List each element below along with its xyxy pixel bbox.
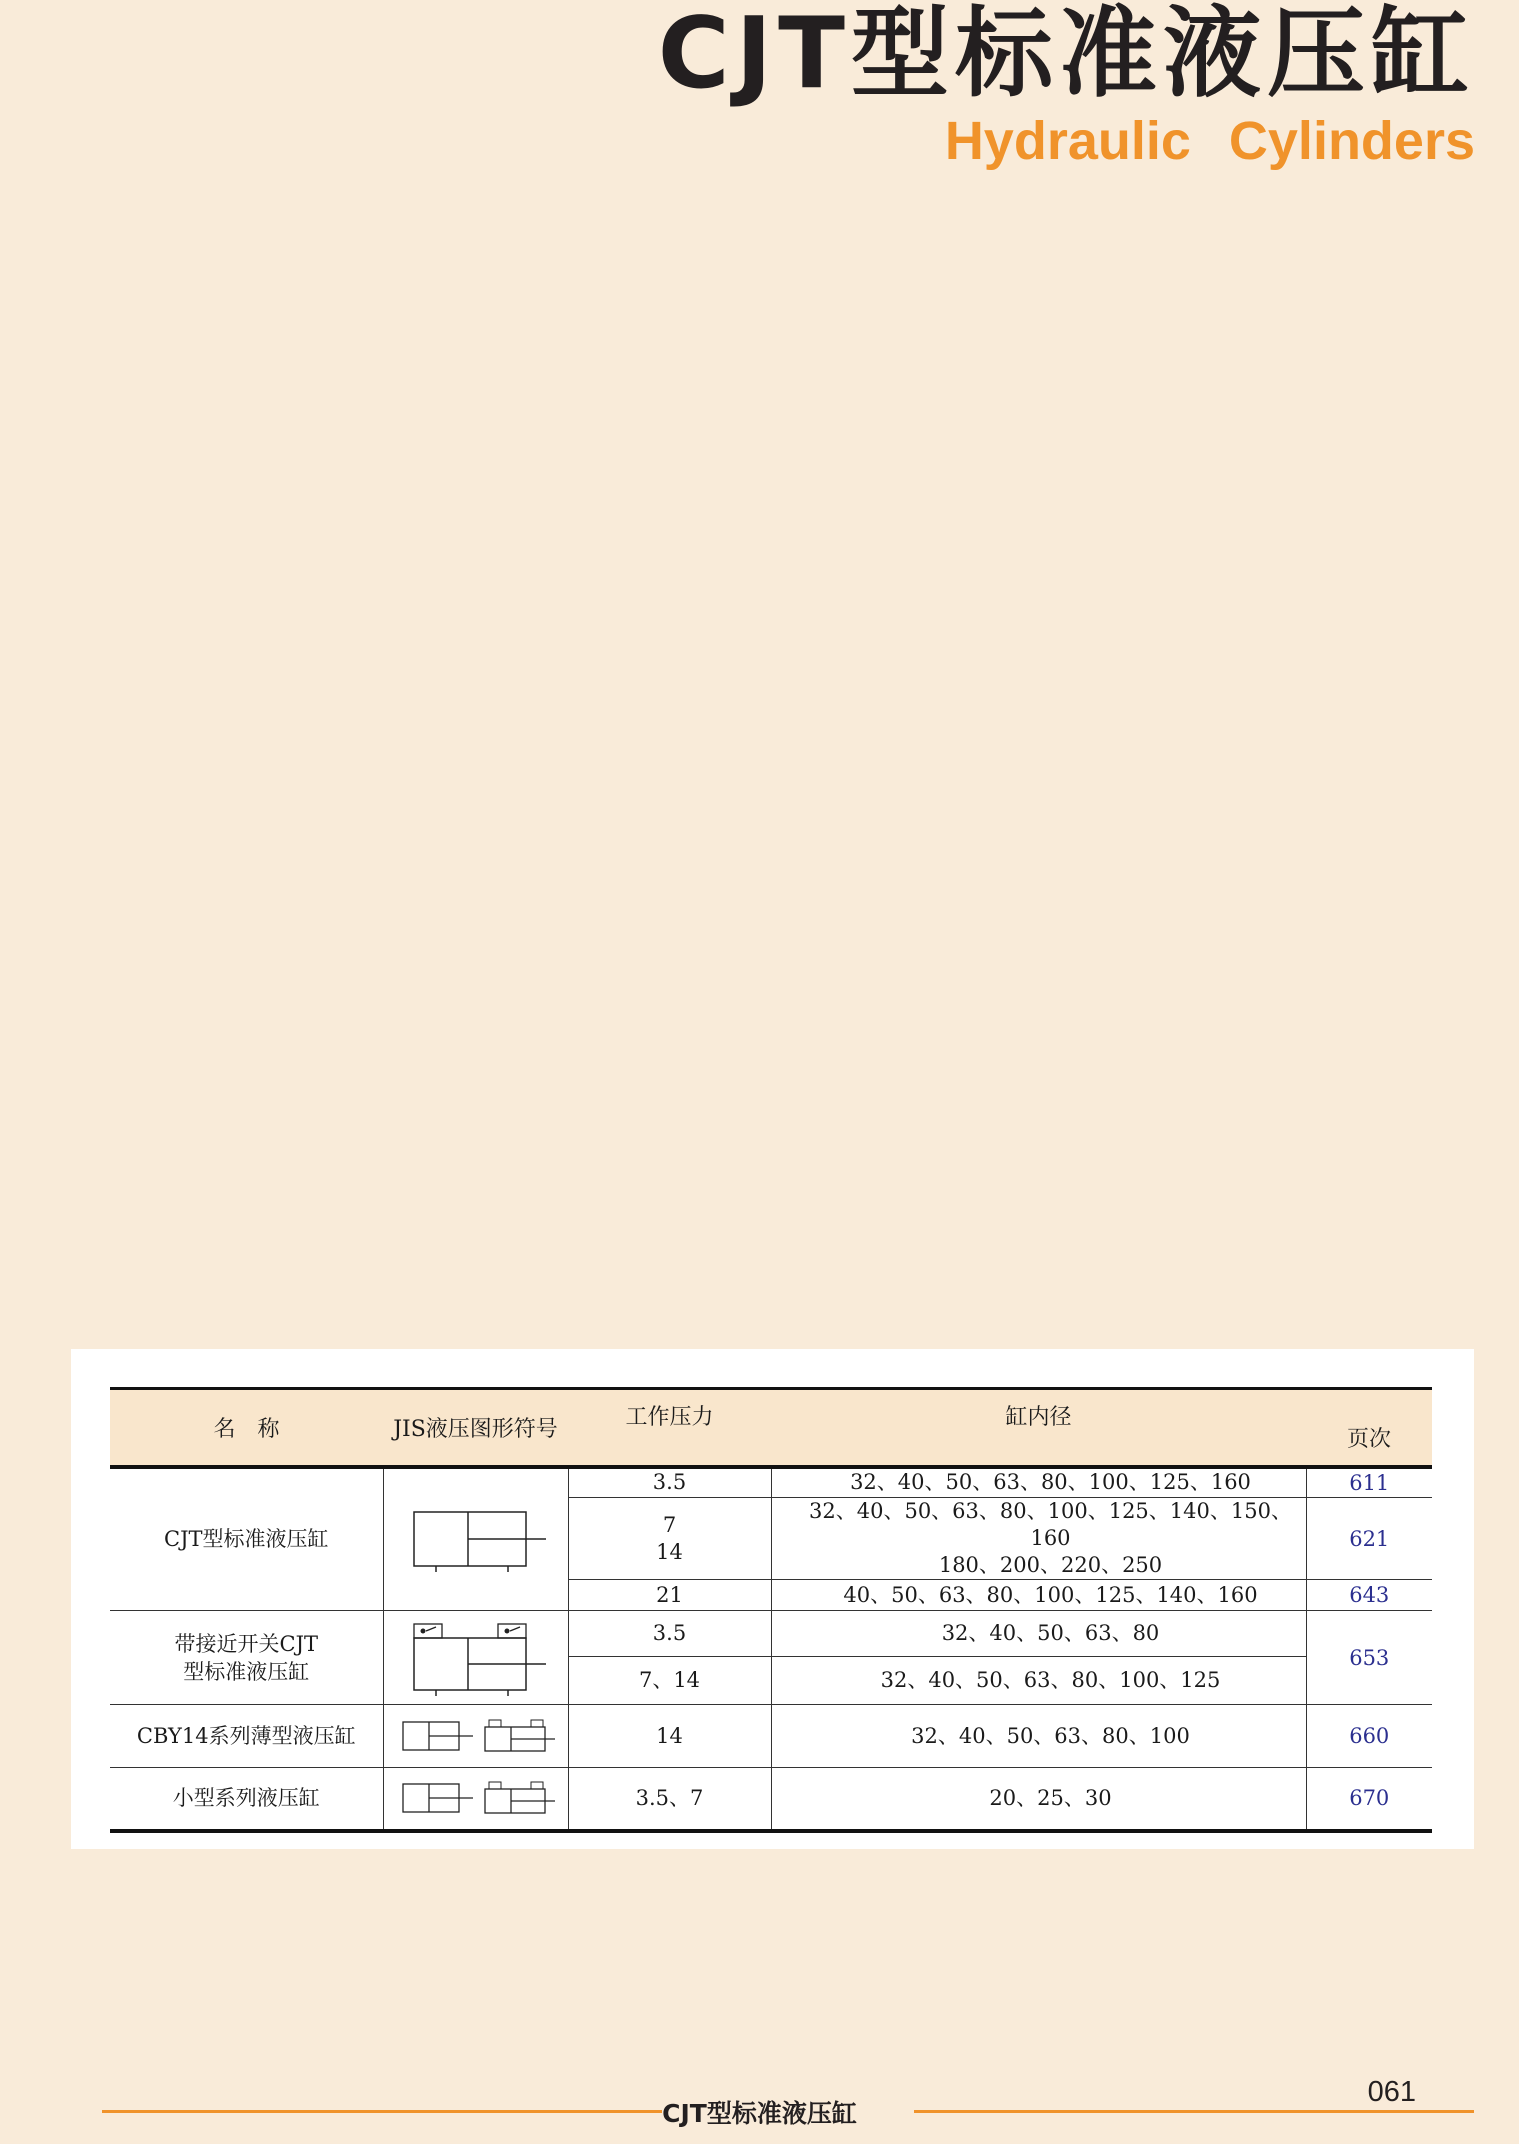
pressure-cell: 3.5 — [568, 1611, 771, 1657]
double-acting-cylinder-icon — [396, 1504, 556, 1574]
small-cylinder-icon — [391, 1778, 561, 1818]
product-name: CJT型标准液压缸 — [110, 1467, 383, 1611]
bore-line: 32、40、50、63、80、100、125、140、150、160 — [809, 1499, 1292, 1550]
subtitle-word-2: Cylinders — [1228, 111, 1475, 171]
page-link[interactable]: 643 — [1306, 1580, 1432, 1611]
pressure-cell: 3.5、7 — [568, 1768, 771, 1831]
subtitle-word-1: Hydraulic — [944, 111, 1191, 171]
pressure-cell: 3.5 — [568, 1467, 771, 1498]
pressure-value: 14 — [656, 1539, 683, 1564]
bore-line: 180、200、220、250 — [938, 1553, 1163, 1577]
pressure-value: 7 — [662, 1512, 677, 1537]
product-table-panel — [71, 1349, 1474, 1849]
page-number: 061 — [1367, 2076, 1416, 2108]
page-title: CJT型标准液压缸 — [657, 0, 1475, 111]
bore-cell: 32、40、50、63、80 — [771, 1611, 1306, 1657]
header-name: 名 称 — [110, 1389, 383, 1467]
product-name-line: 型标准液压缸 — [183, 1659, 310, 1684]
product-name: 小型系列液压缸 — [110, 1768, 383, 1831]
table-row — [110, 1611, 1432, 1657]
product-table — [110, 1387, 1432, 1833]
pressure-cell: 7、14 — [568, 1657, 771, 1705]
table-row — [110, 1467, 1432, 1498]
bore-cell: 40、50、63、80、100、125、140、160 — [771, 1580, 1306, 1611]
header-bore: 缸内径 — [771, 1389, 1306, 1467]
table-row — [110, 1705, 1432, 1768]
bore-cell: 32、40、50、63、80、100、125 — [771, 1657, 1306, 1705]
symbol-cell — [383, 1768, 568, 1831]
product-name — [110, 1611, 383, 1705]
product-name: CBY14系列薄型液压缸 — [110, 1705, 383, 1768]
cylinder-with-proximity-switch-icon — [396, 1618, 556, 1698]
page-link[interactable]: 670 — [1306, 1768, 1432, 1831]
thin-cylinder-icon — [391, 1716, 561, 1756]
bore-cell — [771, 1498, 1306, 1580]
bore-cell: 20、25、30 — [771, 1768, 1306, 1831]
product-name-line: 带接近开关CJT — [174, 1631, 318, 1656]
table-row — [110, 1768, 1432, 1831]
page-link[interactable]: 611 — [1306, 1467, 1432, 1498]
bore-cell: 32、40、50、63、80、100、125、160 — [771, 1467, 1306, 1498]
header-page: 页次 — [1306, 1389, 1432, 1467]
page-link[interactable]: 621 — [1306, 1498, 1432, 1580]
header-pressure: 工作压力 — [568, 1389, 771, 1467]
page-link[interactable]: 660 — [1306, 1705, 1432, 1768]
page-link[interactable]: 653 — [1306, 1611, 1432, 1705]
table-header-row — [110, 1389, 1432, 1467]
page-subtitle — [945, 112, 1475, 171]
footer-title: CJT型标准液压缸 — [662, 2099, 857, 2128]
header-symbol: JIS液压图形符号 — [383, 1389, 568, 1467]
pressure-cell — [568, 1498, 771, 1580]
symbol-cell — [383, 1467, 568, 1611]
symbol-cell — [383, 1705, 568, 1768]
pressure-cell: 21 — [568, 1580, 771, 1611]
symbol-cell — [383, 1611, 568, 1705]
pressure-cell: 14 — [568, 1705, 771, 1768]
bore-cell: 32、40、50、63、80、100 — [771, 1705, 1306, 1768]
